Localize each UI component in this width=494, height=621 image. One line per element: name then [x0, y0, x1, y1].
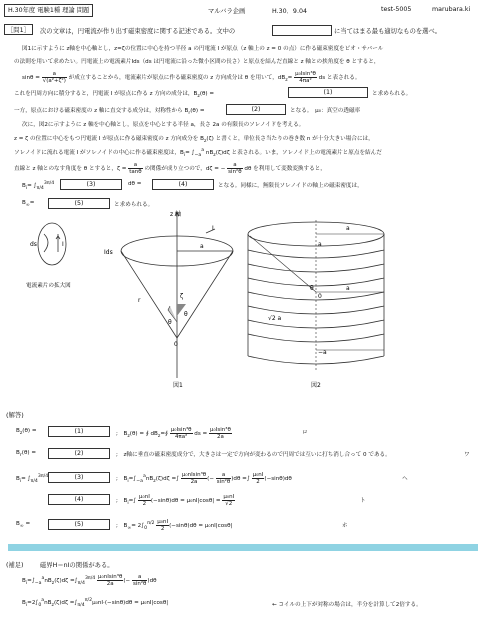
fig1-r-label: r	[138, 297, 141, 304]
figure2-solenoid	[248, 220, 384, 371]
paragraph-4-tail: と求められる。	[372, 91, 412, 97]
fig1-zeta-label: ζ	[180, 293, 184, 300]
fig2-top-a-label: a	[318, 241, 322, 248]
blank-2: (2)	[226, 104, 286, 115]
answer-row4-rhs: ; $B_i=\int$ $\frac{\text{μ₀nI}}{2}$ (−sinθ)dθ = μ₀nI|cosθ| = $\frac{\text{μ₀nI}}{√2}$	[116, 494, 235, 507]
answer-row1-rhs: ; $B_z(\theta)$ = ∮ $dB_z=∮$ $\frac{\text{μ₀Isin³θ}}{\text{4πa²}}$ ds = $\frac{\text{μ₀Isin³θ}}{2a}$	[116, 427, 231, 440]
inset-caption: 電流素片の拡大図	[26, 283, 71, 289]
supplement-eq2: $B_i=2\int_0^anB_z(\zeta)d\zeta =\int_{\pi/4}^{\pi/2}\mu_0nI\cdot(-\sin\theta)d\theta = \mu_0nI|\cos\theta|$	[22, 598, 169, 608]
paragraph-1: 図1に示すように z軸を中心軸とし，z=ζの位置に中心を持つ半径 a の円電流 I が原点（z 軸上の z = 0 の点）に作る磁束密度をビオ・サバール	[22, 46, 384, 52]
fig2-theta-label: θ	[310, 285, 314, 292]
answer-row2-mark: ワ	[464, 452, 470, 458]
answer-row2-rhs: ; z軸に垂直の磁束密度成分で，大きさは一定で方向が変わるので円周では互いに打ち消し合って 0 である。	[116, 452, 391, 458]
paragraph-8: ソレノイドに流れる電流 I がソレノイドの中心に作る磁束密度は，$B_i= \int_{-a}^a$ $nB_z(\zeta)d\zeta$ と表される。いま，ソレノイド上の電流素片と原点を結んだ	[14, 148, 382, 159]
answer-blank-4: (4)	[48, 494, 110, 505]
supplement-eq1: $B_i=\int_{-a}^anB_z(\zeta)d\zeta =\int_{\pi/4}^{3\pi/4}$ $\frac{\text{μ₀nIsin³θ}}{2a}$ (− $\frac{a}{\text{sin²θ}}$ )dθ	[22, 574, 157, 587]
answer-row1-mark: ロ	[302, 430, 308, 436]
equation-binf: $B_\infty=$	[22, 200, 35, 209]
answer-row3-mark: ヘ	[402, 476, 408, 482]
paragraph-4: これを円周方向に積分すると，円電流 I が原点に作る z 方向の成分は，$B_z(\theta)$ =	[14, 91, 215, 100]
question-intro-tail: に当てはまる最も適切なものを選べ。	[334, 28, 442, 35]
answer-heading: (解答)	[6, 411, 24, 419]
blank-1: (1)	[288, 87, 368, 98]
answer-blank-1: (1)	[48, 426, 110, 437]
publisher: マルバラ企画	[208, 8, 246, 15]
fig1-current-label: I	[212, 225, 214, 232]
paragraph-3: sinθ = $\frac{a}{\text{√(a²+ζ²)}}$ が成立することから，電流素片が原点に作る磁束密度の z 方向成分は θ を用いて，$dB_z=$ $\frac{\text{μ₀Isin³θ}}{\text{4πa²}}$ ds と表される。	[22, 71, 361, 84]
paragraph-7: z = ζ の位置に中心をもつ円電流 I が原点に作る磁束密度の z 方向成分を $B_z(\zeta)$ と書くと，単位長さ当たりの巻き数 n が十分大きい場合には，	[14, 136, 374, 145]
figures-diagram	[0, 206, 494, 398]
fig2-sqrt2a-label: √2 a	[268, 315, 282, 322]
paragraph-2: の法則を用いて求めたい。円電流上の電流素片Ids（ds は円電流に沿った微小区間の長さ）と原点を結んだ直線と z 軸との挟角度を θ とすると，	[14, 59, 380, 65]
supplement-text: 磁界H＝nIの関係がある。	[40, 562, 114, 569]
equation-bi-tail: となる。同様に，無限長ソレノイドの軸上の磁束密度は，	[218, 183, 363, 189]
site-name: marubara.ki	[432, 6, 471, 13]
section-divider	[8, 544, 478, 551]
inset-ds-label: ds	[30, 241, 37, 248]
paragraph-5: 一方，原点における磁束密度の z 軸に直交する成分は，対称性から $B_r(\theta)$ =	[14, 108, 205, 117]
inset-i-label: I	[62, 241, 64, 248]
fig1-caption: 図1	[173, 382, 183, 389]
answer-blank-3: (3)	[48, 472, 110, 483]
figure1-drawing	[121, 212, 233, 378]
date: H.30．9.04	[272, 8, 307, 15]
answer-row3-rhs: ; $B_i=\int_{-a}^anB_z(\zeta)d\zeta$ =∫ $\frac{\text{μ₀nIsin³θ}}{2a}$ (− $\frac{a}{\text{sin²θ}}$ )dθ =∫ $\frac{\text{μ₀nI}}{2}$ (−sinθ)dθ	[116, 472, 292, 485]
paragraph-5-tail: となる。 μ₀：真空の透磁率	[290, 108, 361, 114]
fig1-ids-label: Ids	[104, 249, 113, 256]
blank-5: (5)	[48, 198, 110, 209]
blank-3: (3)	[60, 179, 122, 190]
answer-row5-lhs: $B_\infty$ =	[16, 521, 31, 530]
fig1-origin-label: 0	[174, 341, 178, 348]
fig1-theta-label: θ	[184, 311, 188, 318]
blank-intro	[272, 25, 332, 36]
answer-row5-mark: ホ	[342, 523, 348, 529]
fig1-theta2-label: θ	[168, 319, 172, 326]
paragraph-6: 次に，図2に示すように z 軸を中心軸とし，原点を中心とする半径 a，長さ 2a の有限長のソレノイドを考える。	[22, 122, 305, 128]
equation-bi-mid: dθ =	[128, 181, 142, 187]
answer-row3-lhs: $B_i= \int_{\pi/4}^{3\pi/4}$	[16, 474, 49, 484]
fig2-origin-label: 0	[318, 293, 322, 300]
question-intro: 次の文章は，円電流が作り出す磁束密度に関する記述である。文中の	[40, 28, 236, 35]
fig2-caption: 図2	[311, 382, 321, 389]
answer-row2-lhs: $B_r(\theta)$ =	[16, 450, 37, 459]
answer-blank-2: (2)	[48, 448, 110, 459]
answer-row4-mark: ト	[360, 498, 366, 504]
answer-row1-lhs: $B_z(\theta)$ =	[16, 428, 37, 437]
supplement-heading: (補足)	[6, 562, 24, 569]
paragraph-9: 直線と z 軸とのなす角度を θ とすると，ζ = $\frac{a}{\tan\theta}$ の関係が成り立つので，dζ = − $\frac{a}{\text{sin²θ}}$ dθ を利用して変数変換すると，	[14, 162, 326, 175]
blank-4: (4)	[152, 179, 214, 190]
answer-row5-rhs: ; $B_\infty= 2\int_0^{\pi/2}$ $\frac{\text{μ₀nI}}{2}$ (−sinθ)dθ = μ₀nI|cosθ|	[116, 519, 233, 532]
test-id: test-5005	[381, 6, 412, 13]
equation-binf-tail: と求められる。	[114, 202, 154, 208]
fig1-a-label: a	[200, 243, 204, 250]
fig2-mid-a-label: a	[346, 285, 350, 292]
fig2-minus-a-label: −a	[318, 349, 327, 356]
exam-title: H.30年度 電験1種 理論 問題	[4, 4, 93, 17]
question-label: ［問1］	[4, 24, 33, 35]
fig1-z-axis-label: z 軸	[170, 211, 182, 218]
equation-bi: $B_i= \int_{\pi/4}^{3\pi/4}$	[22, 181, 55, 191]
fig2-a-label: a	[346, 225, 350, 232]
supplement-note: ← コイルの上下が対称の場合は，半分を計算して2倍する。	[272, 602, 422, 608]
answer-blank-5: (5)	[48, 519, 110, 530]
